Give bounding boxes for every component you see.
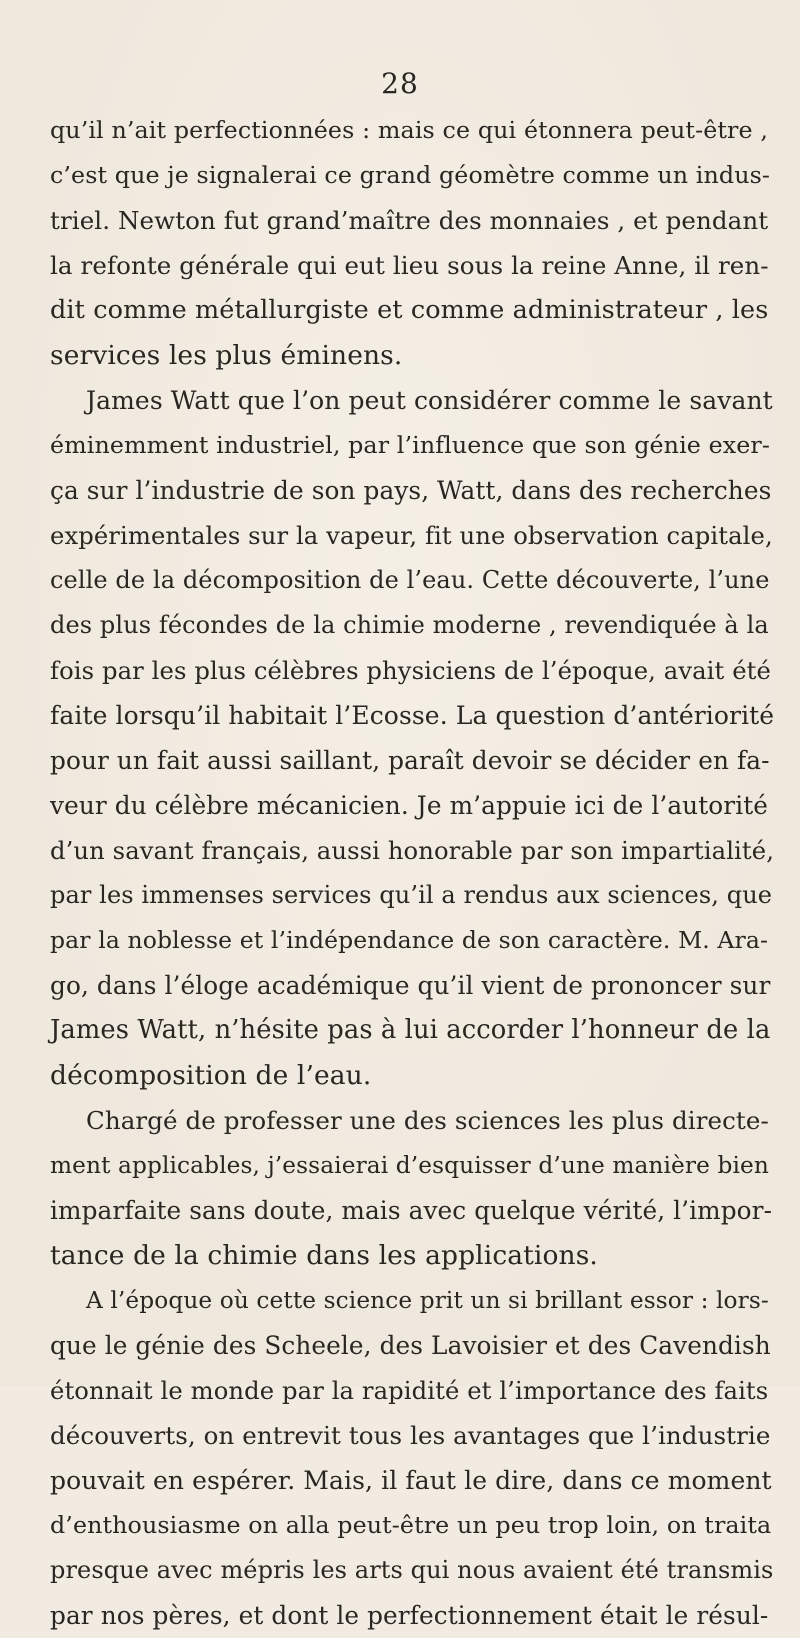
page-number: 28 <box>381 67 419 100</box>
text-line: ça sur l’industrie de son pays, Watt, dans des recherches <box>50 476 772 505</box>
text-line: celle de la décomposition de l’eau. Cette découverte, l’une <box>50 566 770 594</box>
text-line: faite lorsqu’il habitait l’Ecosse. La question d’antériorité <box>50 701 775 730</box>
text-line: décomposition de l’eau. <box>50 1060 372 1091</box>
text-line: c’est que je signalerai ce grand géomètre comme un indus- <box>50 161 771 189</box>
text-line: par nos pères, et dont le perfectionnement était le résul- <box>50 1601 769 1630</box>
text-line: qu’il n’ait perfectionnées : mais ce qui étonnera peut-être , <box>50 116 768 144</box>
text-line: des plus fécondes de la chimie moderne , revendiquée à la <box>50 611 769 639</box>
text-line: services les plus éminens. <box>50 340 403 371</box>
text-line: triel. Newton fut grand’maître des monnaies , et pendant <box>50 206 769 235</box>
text-line: James Watt, n’hésite pas à lui accorder l’honneur de la <box>50 1015 771 1045</box>
text-line: par les immenses services qu’il a rendus aux sciences, que <box>50 881 773 909</box>
text-line: pouvait en espérer. Mais, il faut le dire, dans ce moment <box>50 1466 772 1495</box>
text-line: éminemment industriel, par l’influence que son génie exer- <box>50 431 770 459</box>
body-text <box>50 108 775 1638</box>
text-line: la refonte générale qui eut lieu sous la reine Anne, il ren- <box>50 251 769 280</box>
text-line: presque avec mépris les arts qui nous avaient été transmis <box>50 1556 774 1584</box>
text-line: imparfaite sans doute, mais avec quelque vérité, l’impor- <box>50 1196 773 1225</box>
text-line: dit comme métallurgiste et comme administrateur , les <box>50 295 769 325</box>
text-line: ment applicables, j’essaierai d’esquisser d’une manière bien <box>50 1152 769 1179</box>
text-line: tance de la chimie dans les applications. <box>50 1240 598 1271</box>
text-line: expérimentales sur la vapeur, fit une observation capitale, <box>50 521 773 550</box>
text-line: Chargé de professer une des sciences les plus directe- <box>86 1106 769 1135</box>
text-line: par la noblesse et l’indépendance de son caractère. M. Ara- <box>50 926 768 954</box>
text-line: étonnait le monde par la rapidité et l’importance des faits <box>50 1376 769 1405</box>
text-line: découverts, on entrevit tous les avantages que l’industrie <box>50 1421 771 1450</box>
text-line: pour un fait aussi saillant, paraît devoir se décider en fa- <box>50 746 770 775</box>
text-line: fois par les plus célèbres physiciens de l’époque, avait été <box>50 656 771 685</box>
text-line: veur du célèbre mécanicien. Je m’appuie ici de l’autorité <box>50 791 768 820</box>
text-line: A l’époque où cette science prit un si brillant essor : lors- <box>86 1287 769 1314</box>
text-line: d’un savant français, aussi honorable par son impartialité, <box>50 836 775 865</box>
text-line: que le génie des Scheele, des Lavoisier et des Cavendish <box>50 1331 771 1360</box>
text-line: James Watt que l’on peut considérer comme le savant <box>86 386 773 415</box>
text-line: d’enthousiasme on alla peut-être un peu trop loin, on traita <box>50 1511 772 1539</box>
text-line: go, dans l’éloge académique qu’il vient de prononcer sur <box>50 971 771 1000</box>
